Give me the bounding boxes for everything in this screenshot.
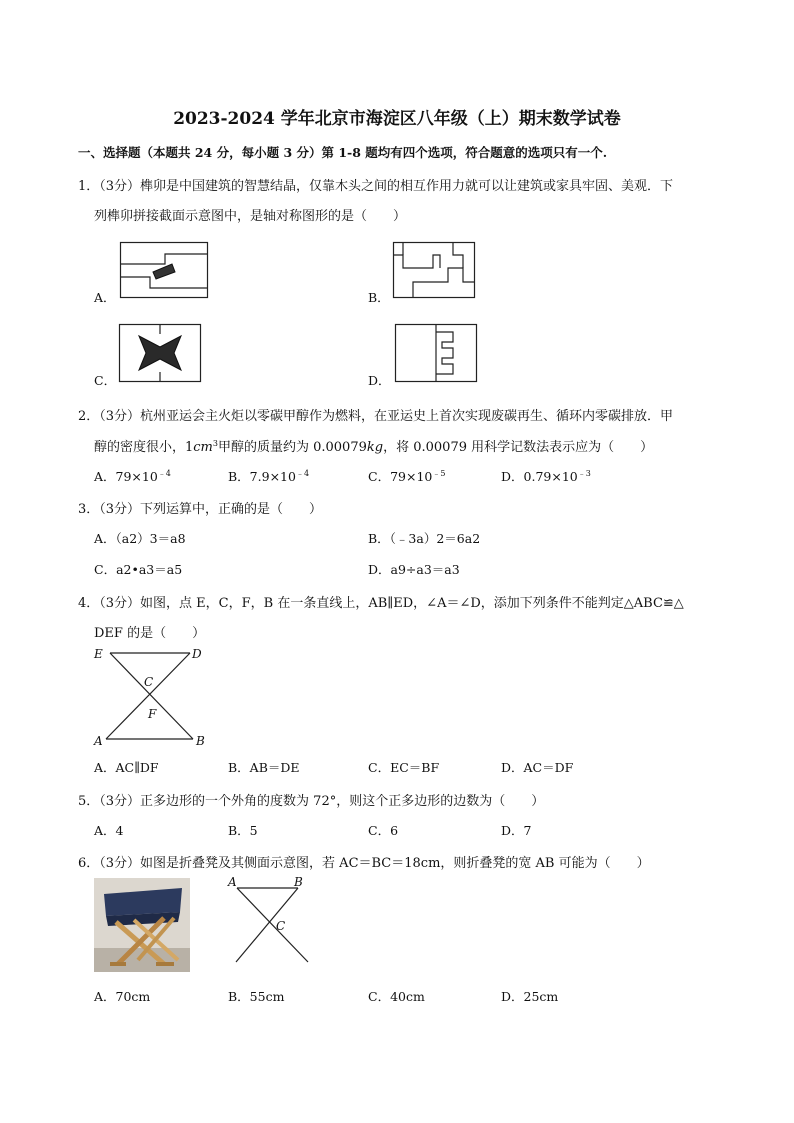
q6-option-b: B．55cm (228, 989, 285, 1004)
q5-option-d: D．7 (501, 823, 532, 838)
q2-option-b: B．$7.9\times 10^{﹣4}$ (228, 469, 310, 484)
q2-text-line1: 2．（3分）杭州亚运会主火炬以零碳甲醇作为燃料，在亚运史上首次实现废碳再生、循环内零碳排放．甲 (78, 409, 674, 424)
q2-text-line2: 醇的密度很小，$1cm^3$甲醇的质量约为 0.00079kg，将 0.00079 用科学记数法表示应为（ ） (94, 439, 654, 455)
q4-option-d: D．AC＝DF (501, 760, 574, 775)
exam-title: 2023-2024 学年北京市海淀区八年级（上）期末数学试卷 (173, 109, 621, 129)
q4-label-e: E (94, 647, 103, 661)
q6-label-c: C (276, 919, 286, 933)
q6-label-a: A (228, 875, 237, 889)
q3-option-a: A．（a2）3＝a8 (94, 531, 186, 546)
q4-label-b: B (196, 734, 205, 748)
q3-option-c: C．a2•a3＝a5 (94, 562, 183, 577)
q4-label-a: A (94, 734, 103, 748)
q3-option-d: D．a9÷a3＝a3 (368, 562, 460, 577)
q2-option-c: C．$79\times 10^{﹣5}$ (368, 469, 446, 484)
q1-option-a-label: A． (94, 290, 116, 305)
q4-text-line1: 4．（3分）如图，点 E，C，F，B 在一条直线上，AB∥ED，∠A＝∠D，添加下列条件不能判定△ABC≌△ (78, 596, 684, 611)
q1-option-c-label: C． (94, 373, 117, 388)
section-heading: 一、选择题（本题共 24 分，每小题 3 分）第 1-8 题均有四个选项，符合题意的选项只有一个. (78, 145, 608, 160)
q2-option-a: A．$79\times 10^{﹣4}$ (94, 469, 171, 484)
q1-text-line2: 列榫卯拼接截面示意图中，是轴对称图形的是（ ） (94, 209, 407, 224)
q2-option-d: D．$0.79\times 10^{﹣3}$ (501, 469, 591, 484)
q6-text: 6．（3分）如图是折叠凳及其侧面示意图，若 AC＝BC＝18cm，则折叠凳的宽 AB 可能为（ ） (78, 856, 650, 871)
q4-option-a: A．AC∥DF (94, 760, 159, 775)
q5-option-c: C．6 (368, 823, 399, 838)
q4-triangle-figure (92, 644, 212, 752)
q6-option-c: C．40cm (368, 989, 425, 1004)
q6-option-a: A．70cm (94, 989, 151, 1004)
q6-stool-diagram (226, 872, 322, 968)
q1-figure-a (120, 242, 208, 298)
q5-text: 5．（3分）正多边形的一个外角的度数为 72°，则这个正多边形的边数为（ ） (78, 794, 545, 809)
q6-option-d: D．25cm (501, 989, 559, 1004)
q6-label-b: B (294, 875, 303, 889)
q4-text-line2: DEF 的是（ ） (94, 626, 206, 641)
folding-stool-photo (94, 878, 190, 972)
q1-option-b-label: B． (368, 290, 390, 305)
q1-figure-b (393, 242, 475, 298)
q4-label-c: C (144, 675, 154, 689)
q1-figure-d (395, 324, 477, 382)
q4-label-d: D (192, 647, 202, 661)
q5-option-b: B．5 (228, 823, 258, 838)
q5-option-a: A．4 (94, 823, 124, 838)
q4-option-c: C．EC＝BF (368, 760, 440, 775)
q1-option-d-label: D． (368, 373, 391, 388)
q4-option-b: B．AB＝DE (228, 760, 300, 775)
q1-figure-c (119, 324, 201, 382)
q4-label-f: F (148, 707, 157, 721)
q3-option-b: B．（﹣3a）2＝6a2 (368, 531, 481, 546)
q1-text-line1: 1．（3分）榫卯是中国建筑的智慧结晶，仅靠木头之间的相互作用力就可以让建筑或家具牢固、美观．下 (78, 179, 674, 194)
q3-text: 3．（3分）下列运算中，正确的是（ ） (78, 502, 323, 517)
